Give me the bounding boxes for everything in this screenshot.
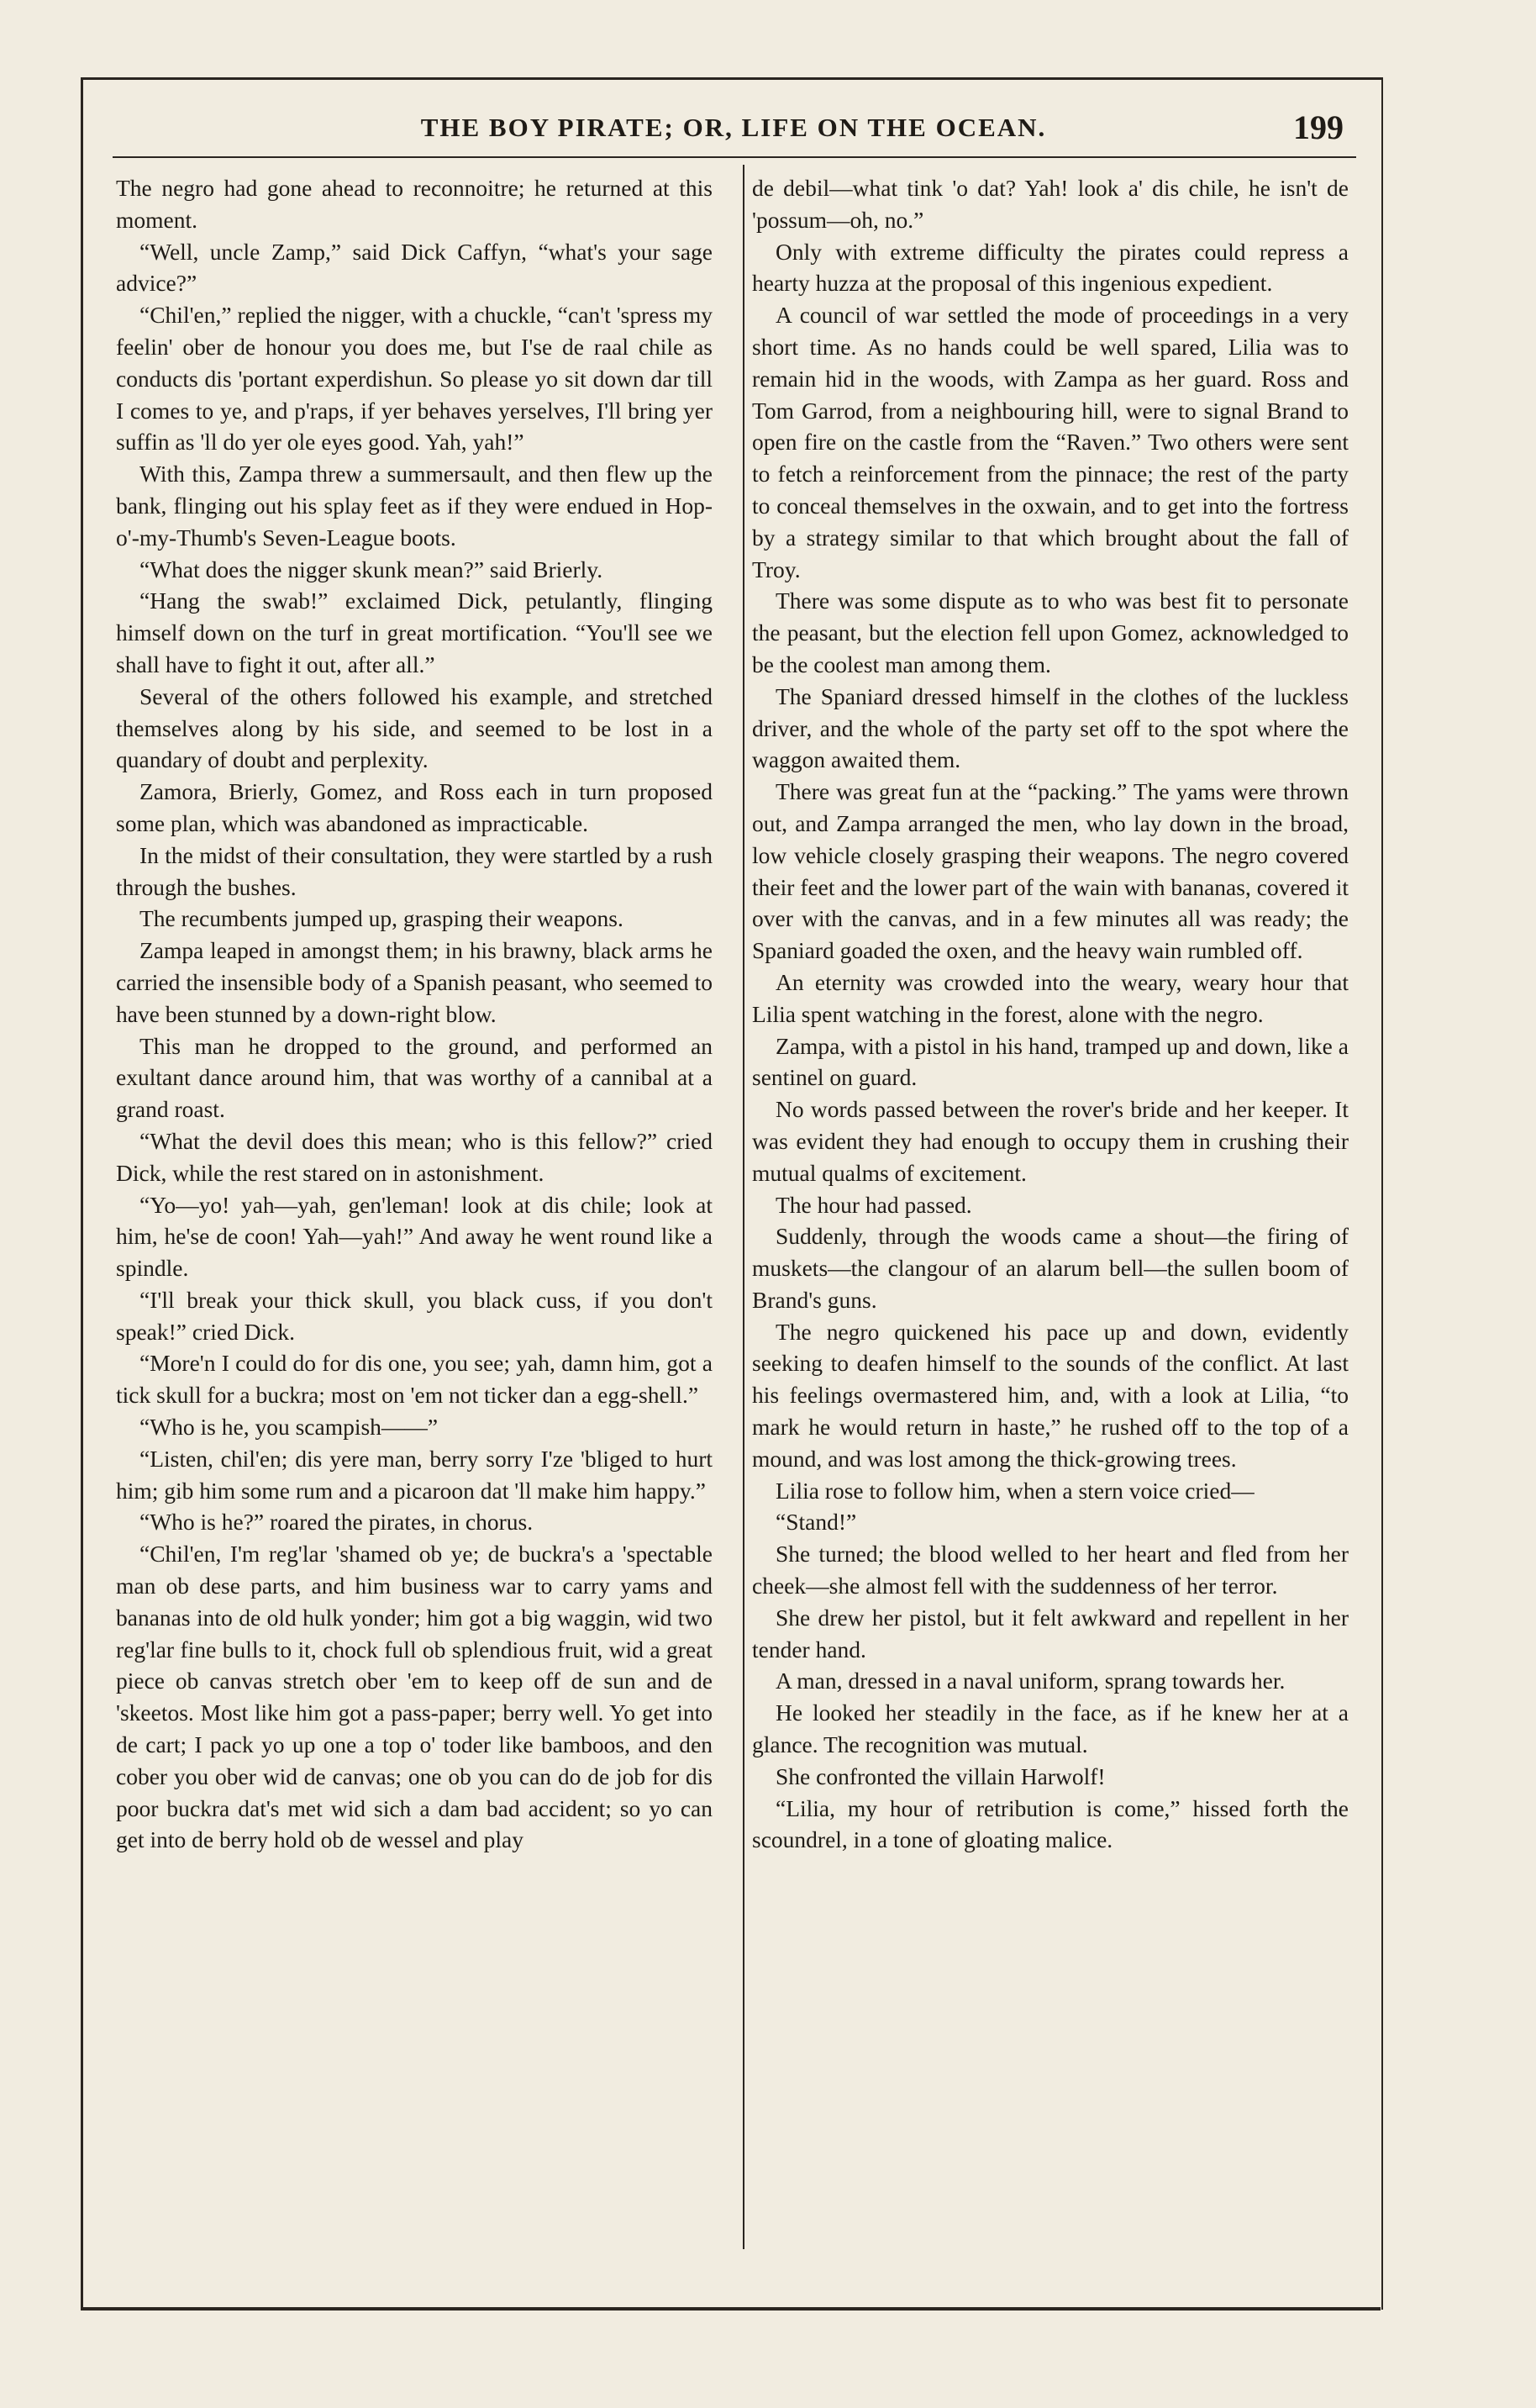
paragraph: de debil—what tink 'o dat? Yah! look a' dis chile, he isn't de 'possum—oh, no.” xyxy=(752,175,1349,233)
header-rule xyxy=(113,156,1356,158)
paragraph: No words passed between the rover's bride and her keeper. It was evident they had enough to occupy them in crushing their mutual qualms of excitement. xyxy=(752,1096,1349,1186)
paragraph: “Hang the swab!” exclaimed Dick, petulantly, flinging himself down on the turf in great mortification. “You'll see we shall have to fight it out, after all.” xyxy=(116,588,713,677)
right-column xyxy=(752,172,1349,1856)
running-header xyxy=(112,106,1355,153)
paragraph: “Who is he, you scampish——” xyxy=(139,1414,439,1441)
paragraph: Zamora, Brierly, Gomez, and Ross each in turn proposed some plan, which was abandoned as impracticable. xyxy=(116,778,713,836)
paragraph: “Stand!” xyxy=(776,1509,857,1536)
paragraph: “More'n I could do for dis one, you see; yah, damn him, got a tick skull for a buckra; most on 'em not ticker dan a egg-shell.” xyxy=(116,1350,713,1409)
paragraph: Suddenly, through the woods came a shout—the firing of muskets—the clangour of an alarum bell—the sullen boom of Brand's guns. xyxy=(752,1223,1349,1313)
paragraph: In the midst of their consultation, they were startled by a rush through the bushes. xyxy=(116,841,713,900)
paragraph: Only with extreme difficulty the pirates could repress a hearty huzza at the proposal of this ingenious expedient. xyxy=(752,238,1349,297)
paragraph: The hour had passed. xyxy=(776,1191,972,1218)
paragraph: Zampa, with a pistol in his hand, tramped up and down, like a sentinel on guard. xyxy=(752,1032,1349,1091)
paragraph: The negro had gone ahead to reconnoitre; he returned at this moment. xyxy=(116,175,713,233)
paragraph: He looked her steadily in the face, as if he knew her at a glance. The recognition was mutual. xyxy=(752,1699,1349,1758)
paragraph: A council of war settled the mode of proceedings in a very short time. As no hands could be well spared, Lilia was to remain hid in the woods, with Zampa as her guard. Ross and Tom Garrod, from a neighbouring hill, were to signal Brand to open fire on the castle from the “Raven.” Two others were sent to fetch a reinforcement from the pinnace; the rest of the party to conceal themselves in the oxwain, and to get into the fortress by a strategy similar to that which brought about the fall of Troy. xyxy=(752,302,1349,582)
paragraph: She drew her pistol, but it felt awkward and repellent in her tender hand. xyxy=(752,1604,1349,1662)
paragraph: “Lilia, my hour of retribution is come,” hissed forth the scoundrel, in a tone of gloating malice. xyxy=(752,1794,1349,1853)
paragraph: There was great fun at the “packing.” The yams were thrown out, and Zampa arranged the men, who lay down in the broad, low vehicle closely grasping their weapons. The negro covered their feet and the lower part of the wain with bananas, covered it over with the canvas, and in a few minutes all was ready; the Spaniard goaded the oxen, and the heavy wain rumbled off. xyxy=(752,778,1349,964)
paragraph: “Chil'en, I'm reg'lar 'shamed ob ye; de buckra's a 'spectable man ob dese parts, and him business war to carry yams and bananas into de old hulk yonder; him got a big waggin, wid two reg'lar fine bulls to it, chock full ob splendious fruit, wid a great piece ob canvas stretch ober 'em to keep off de sun and de 'skeetos. Most like him got a pass-paper; berry well. Yo get into de cart; I pack yo up one a top o' toder like bamboos, and den cober you ober wid de canvas; one ob you can do de job for dis poor buckra dat's met wid sich a dam bad accident; so yo can get into de berry hold ob de wessel and play xyxy=(116,1541,713,1853)
paragraph: “What does the nigger skunk mean?” said Brierly. xyxy=(139,556,603,582)
paragraph: Several of the others followed his example, and stretched themselves along by his side, and seemed to be lost in a quandary of doubt and perplexity. xyxy=(116,682,713,773)
footer-rule xyxy=(81,2307,1381,2311)
running-title: THE BOY PIRATE; OR, LIFE ON THE OCEAN. xyxy=(420,113,1047,142)
paragraph: The negro quickened his pace up and down, evidently seeking to deafen himself to the sounds of the conflict. At last his feelings overmastered him, and, with a look at Lilia, “to mark he would return in haste,” he rushed off to the top of a mound, and was lost among the thick-growing trees. xyxy=(752,1318,1349,1472)
paragraph: Zampa leaped in amongst them; in his brawny, black arms he carried the insensible body of a Spanish peasant, who seemed to have been stunned by a down-right blow. xyxy=(116,937,713,1027)
paragraph: “Chil'en,” replied the nigger, with a chuckle, “can't 'spress my feelin' ober de honour you does me, but I'se de raal chile as conducts dis 'portant experdishun. So please yo sit down dar till I comes to ye, and p'raps, if yer behaves yerselves, I'll bring yer suffin as 'll do yer ole eyes good. Yah, yah!” xyxy=(116,302,713,456)
paragraph: “Who is he?” roared the pirates, in chorus. xyxy=(139,1509,534,1536)
left-column xyxy=(116,172,713,1856)
paragraph: There was some dispute as to who was best fit to personate the peasant, but the election fell upon Gomez, acknowledged to be the coolest man among them. xyxy=(752,588,1349,677)
paragraph: She turned; the blood welled to her heart and fled from her cheek—she almost fell with the suddenness of her terror. xyxy=(752,1541,1349,1599)
paragraph: “I'll break your thick skull, you black cuss, if you don't speak!” cried Dick. xyxy=(116,1286,713,1345)
paragraph: An eternity was crowded into the weary, weary hour that Lilia spent watching in the forest, alone with the negro. xyxy=(752,968,1349,1027)
paragraph: A man, dressed in a naval uniform, sprang towards her. xyxy=(776,1668,1286,1694)
paragraph: With this, Zampa threw a summersault, and then flew up the bank, flinging out his splay feet as if they were endued in Hop-o'-my-Thumb's Seven-League boots. xyxy=(116,461,713,551)
column-rule xyxy=(743,165,744,2249)
paragraph: “What the devil does this mean; who is this fellow?” cried Dick, while the rest stared on in astonishment. xyxy=(116,1127,713,1186)
paragraph: “Listen, chil'en; dis yere man, berry sorry I'ze 'bliged to hurt him; gib him some rum and a picaroon dat 'll make him happy.” xyxy=(116,1445,713,1504)
page-number: 199 xyxy=(1293,108,1344,146)
paragraph: This man he dropped to the ground, and performed an exultant dance around him, that was worthy of a cannibal at a grand roast. xyxy=(116,1032,713,1123)
paragraph: The recumbents jumped up, grasping their weapons. xyxy=(139,905,623,932)
paragraph: Lilia rose to follow him, when a stern voice cried— xyxy=(776,1477,1255,1504)
paragraph: The Spaniard dressed himself in the clothes of the luckless driver, and the whole of the party set off to the spot where the waggon awaited them. xyxy=(752,682,1349,773)
paragraph: She confronted the villain Harwolf! xyxy=(776,1763,1106,1789)
paragraph: “Yo—yo! yah—yah, gen'leman! look at dis chile; look at him, he'se de coon! Yah—yah!” And away he went round like a spindle. xyxy=(116,1191,713,1282)
paragraph: “Well, uncle Zamp,” said Dick Caffyn, “what's your sage advice?” xyxy=(116,238,713,297)
